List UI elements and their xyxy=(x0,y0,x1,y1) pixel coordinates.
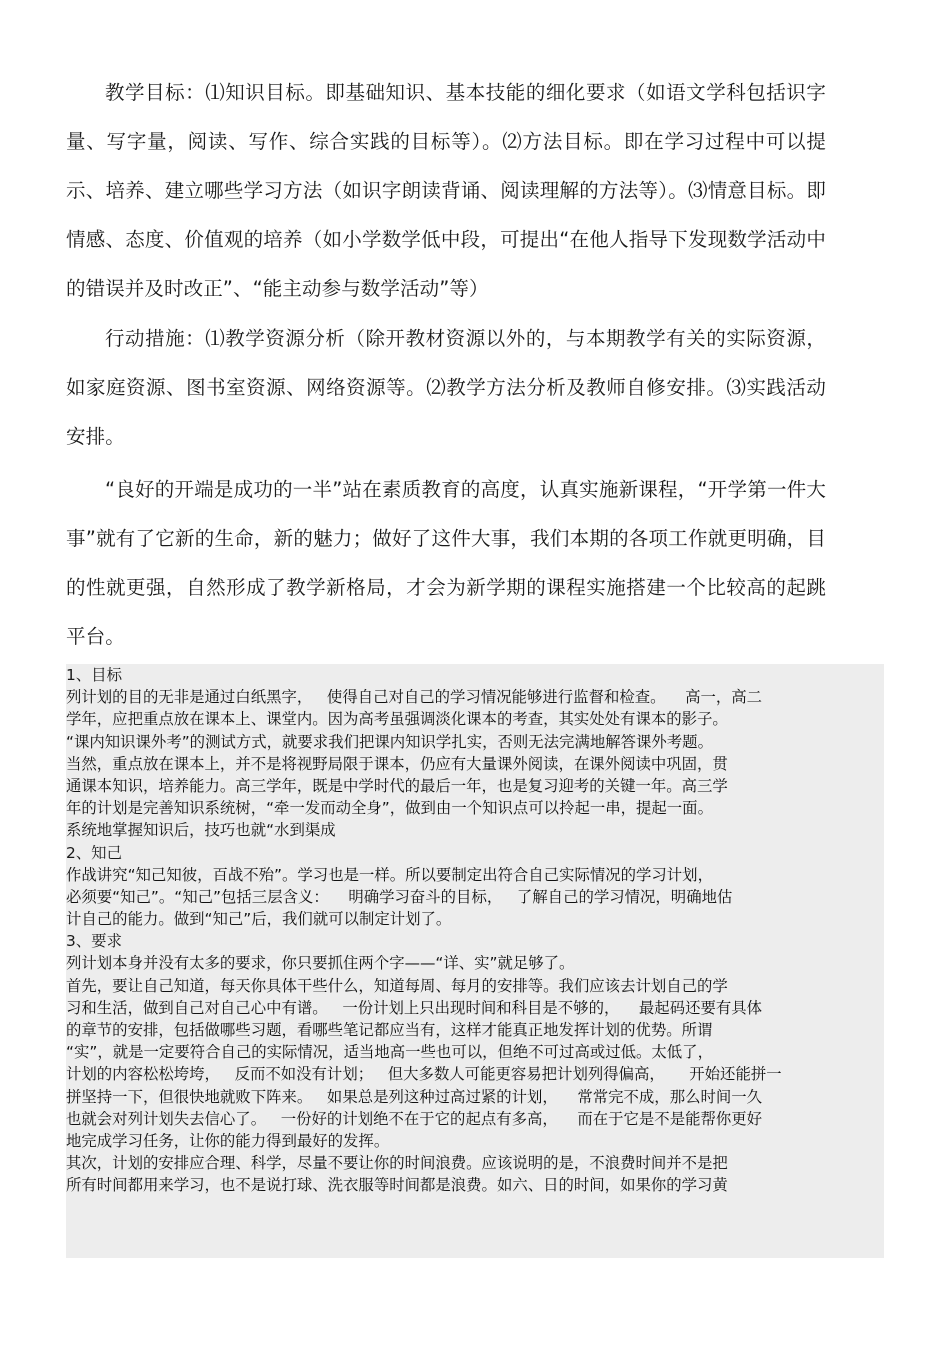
text-line: ⑶情意目标。即情感、态度、价值观的培养（如小学数学低中段，可提出“在他人 xyxy=(66,179,826,251)
section-heading-know-self: 2、知己 xyxy=(66,843,122,862)
text-line: 列计划本身并没有太多的要求，你只要抓住两个字——“详、实”就足够了。 xyxy=(66,954,575,973)
section-heading-goal: 1、目标 xyxy=(66,666,122,684)
text-line: 首先，要让自己知道，每天你具体干些什么，知道每周、每月的安排等。我们应该去计划自己的学 xyxy=(66,976,728,995)
text-line: 通课本知识，培养能力。高三学年，既是中学时代的最后一年，也是复习迎考的关键一年。高三学 xyxy=(66,776,728,795)
text-line: 地完成学习任务，让你的能力得到最好的发挥。 xyxy=(66,1131,390,1150)
text-line: 实践活动安排。 xyxy=(66,376,826,448)
upper-text-block xyxy=(66,68,826,661)
text-line: 识字量、写字量，阅读、写作、综合实践的目标等）。⑵方法目标。即在学习过程 xyxy=(66,81,826,153)
text-line: 系统地掌握知识后，技巧也就“水到渠成 xyxy=(66,821,336,840)
text-line: 的章节的安排，包括做哪些习题，看哪些笔记都应当有，这样才能真正地发挥计划的优势。所谓 xyxy=(66,1021,713,1039)
text-line: 第一件大事”就有了它新的生命，新的魅力；做好了这件大事，我们本期的各项工 xyxy=(66,478,826,550)
paragraph-good-start xyxy=(66,465,826,661)
text-line: 也就会对列计划失去信心了。 一份好的计划绝不在于它的起点有多高， 而在于它是不是能帮你更好 xyxy=(66,1109,763,1128)
text-line: 年的计划是完善知识系统树，“牵一发而动全身”，做到由一个知识点可以拎起一串，提起一面。 xyxy=(66,799,713,818)
paragraph-teaching-goals xyxy=(66,68,826,313)
text-line: 教学目标：⑴知识目标。即基础知识、基本技能的细化要求（如语文学科包括 xyxy=(105,81,787,104)
text-line: 作战讲究“知己知彼，百战不殆”。学习也是一样。所以要制定出符合自己实际情况的学习计划， xyxy=(66,865,713,884)
text-line: 必须要“知己”。“知己”包括三层含义： 明确学习奋斗的目标， 了解自己的学习情况，明确地估 xyxy=(66,887,733,906)
text-line: 学年，应把重点放在课本上、课堂内。因为高考虽强调淡化课本的考查，其实处处有课本的影子。 xyxy=(66,710,728,729)
text-line: “良好的开端是成功的一半”站在素质教育的高度，认真实施新课程，“开学 xyxy=(105,478,748,501)
text-line: 其次，计划的安排应合理、科学，尽量不要让你的时间浪费。应该说明的是，不浪费时间并不是把 xyxy=(66,1154,728,1173)
paragraph-action-measures xyxy=(66,314,826,461)
study-plan-section xyxy=(66,664,884,1258)
text-line: 源，如家庭资源、图书室资源、网络资源等。⑵教学方法分析及教师自修安排。⑶ xyxy=(66,327,826,399)
text-line: 所有时间都用来学习，也不是说打球、洗衣服等时间都是浪费。如六、日的时间，如果你的学习黄 xyxy=(66,1176,728,1195)
text-line: 习和生活，做到自己对自己心中有谱。 一份计划上只出现时间和科目是不够的， 最起码还要有具体 xyxy=(66,998,763,1017)
text-line: 中可以提示、培养、建立哪些学习方法（如识字朗读背诵、阅读理解的方法等）。 xyxy=(66,130,827,202)
text-line: “实”，就是一定要符合自己的实际情况，适当地高一些也可以，但绝不可过高或过低。太低了， xyxy=(66,1043,713,1062)
text-line: 列计划的目的无非是通过白纸黑字， 使得自己对自己的学习情况能够进行监督和检查。 高一，高二 xyxy=(66,688,763,707)
text-line: 拼坚持一下，但很快地就败下阵来。 如果总是列这种过高过紧的计划， 常常完不成，那么时间一久 xyxy=(66,1087,763,1106)
section-heading-requirements: 3、要求 xyxy=(66,932,122,951)
text-line: 行动措施：⑴教学资源分析（除开教材资源以外的，与本期教学有关的实际资 xyxy=(105,327,787,350)
text-line: 当然，重点放在课本上，并不是将视野局限于课本，仍应有大量课外阅读，在课外阅读中巩固，贯 xyxy=(66,754,728,773)
text-line: 计自己的能力。做到“知己”后，我们就可以制定计划了。 xyxy=(66,910,452,929)
text-line: 建一个比较高的起跳平台。 xyxy=(66,576,826,648)
text-line: 指导下发现数学活动中的错误并及时改正”、“能主动参与数学活动”等） xyxy=(66,228,826,300)
text-line: 计划的内容松松垮垮， 反而不如没有计划； 但大多数人可能更容易把计划列得偏高， 开始还能拼一 xyxy=(66,1065,782,1084)
text-line: “课内知识课外考”的测试方式，就要求我们把课内知识学扎实，否则无法完满地解答课外考题。 xyxy=(66,732,713,751)
text-line: 作就更明确，目的性就更强，自然形成了教学新格局，才会为新学期的课程实施搭 xyxy=(66,527,826,599)
